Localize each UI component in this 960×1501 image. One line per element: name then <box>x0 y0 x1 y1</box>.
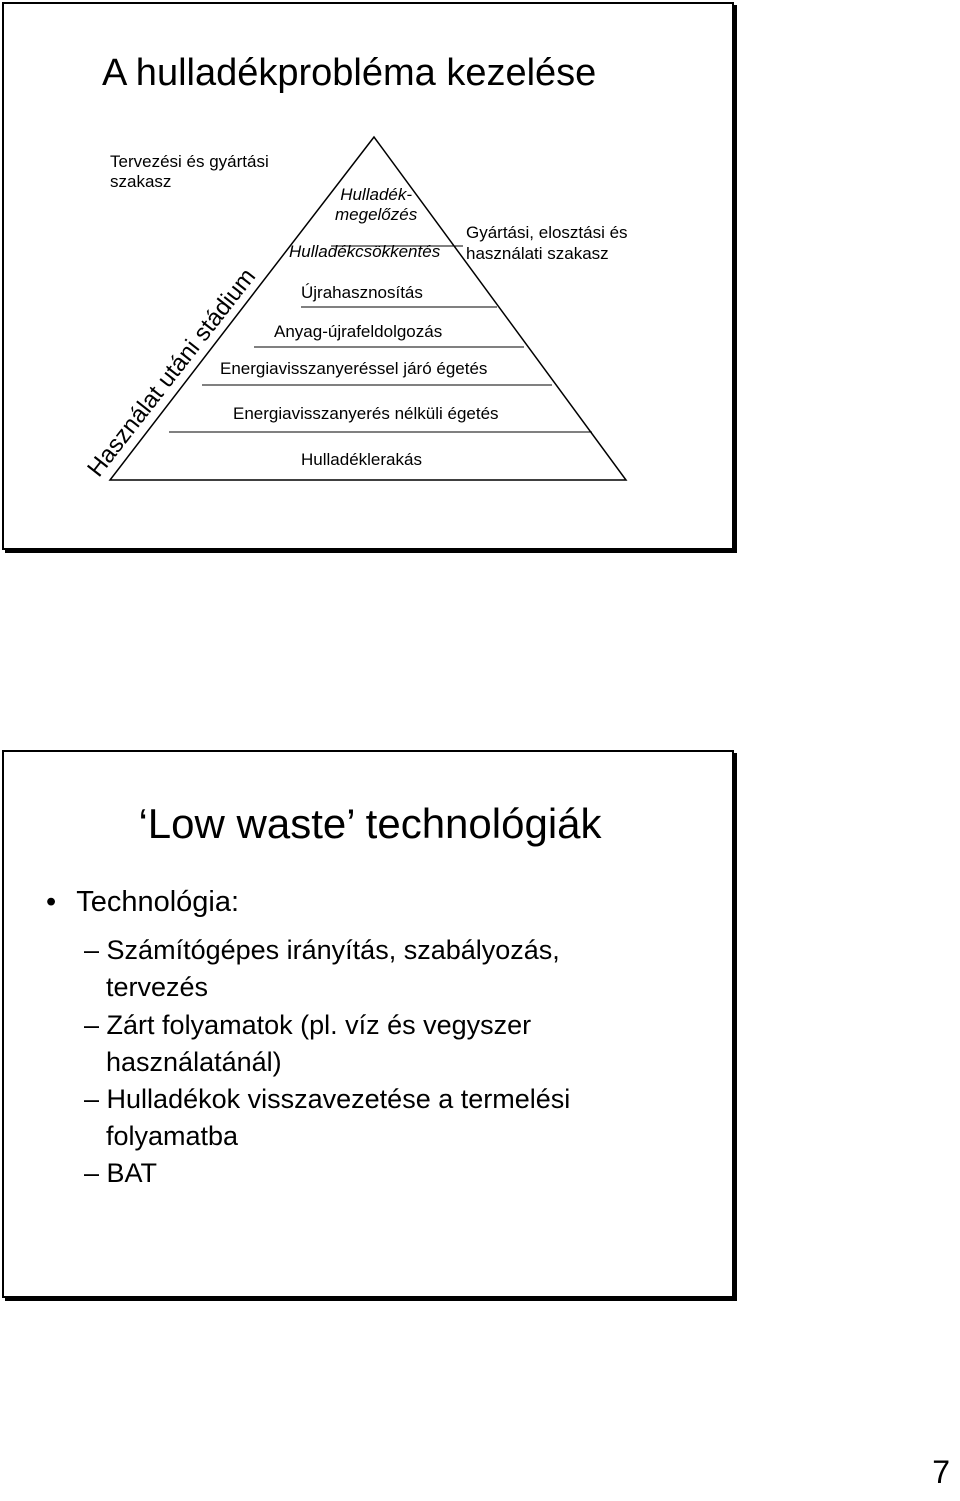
dash-icon: – <box>84 1010 100 1040</box>
level-energy-recovery-incineration: Energiavisszanyeréssel járó égetés <box>220 359 488 378</box>
sub-item-line2: használatánál) <box>106 1047 282 1077</box>
level-prevention <box>335 185 417 225</box>
level-reduction: Hulladékcsökkentés <box>289 242 441 261</box>
post-use-stage-label: Használat utáni stádium <box>82 263 262 482</box>
right-stage-line1: Gyártási, elosztási és <box>466 223 628 242</box>
sub-item-line2: folyamatba <box>106 1121 239 1151</box>
sub-item-line1: BAT <box>106 1158 158 1188</box>
slide-title: A hulladékprobléma kezelése <box>102 52 597 94</box>
left-stage-label <box>110 152 269 192</box>
page-number: 7 <box>932 1454 950 1490</box>
right-stage-line2: használati szakasz <box>466 244 609 263</box>
left-stage-line2: szakasz <box>110 172 172 191</box>
bullet-text: Technológia: <box>76 886 240 918</box>
slide-title: ‘Low waste’ technológiák <box>138 800 602 847</box>
dash-icon: – <box>84 935 100 965</box>
right-stage-label <box>466 222 628 264</box>
slide-waste-hierarchy <box>2 2 734 550</box>
level-incineration-no-recovery: Energiavisszanyerés nélküli égetés <box>233 404 499 423</box>
left-stage-line1: Tervezési és gyártási <box>110 152 269 171</box>
bullet-technology <box>46 886 239 919</box>
dash-icon: – <box>84 1084 100 1114</box>
sub-item-line1: Hulladékok visszavezetése a termelési <box>106 1084 571 1114</box>
sub-item-line1: Számítógépes irányítás, szabályozás, <box>106 935 560 965</box>
level-reuse: Újrahasznosítás <box>301 283 423 302</box>
level-prevention-line1: Hulladék- <box>340 185 413 204</box>
dash-icon: – <box>84 1158 100 1188</box>
sub-item <box>84 1081 570 1155</box>
slide-low-waste <box>2 750 734 1298</box>
sub-item-line1: Zárt folyamatok (pl. víz és vegyszer <box>106 1010 532 1040</box>
sub-item <box>84 932 560 1006</box>
sub-item-line2: tervezés <box>106 972 209 1002</box>
bullet-dot-icon: • <box>46 886 57 918</box>
level-recycling: Anyag-újrafeldolgozás <box>274 322 443 341</box>
level-landfill: Hulladéklerakás <box>301 450 422 469</box>
sub-item <box>84 1007 531 1081</box>
level-prevention-line2: megelőzés <box>335 205 418 224</box>
sub-item <box>84 1155 157 1192</box>
